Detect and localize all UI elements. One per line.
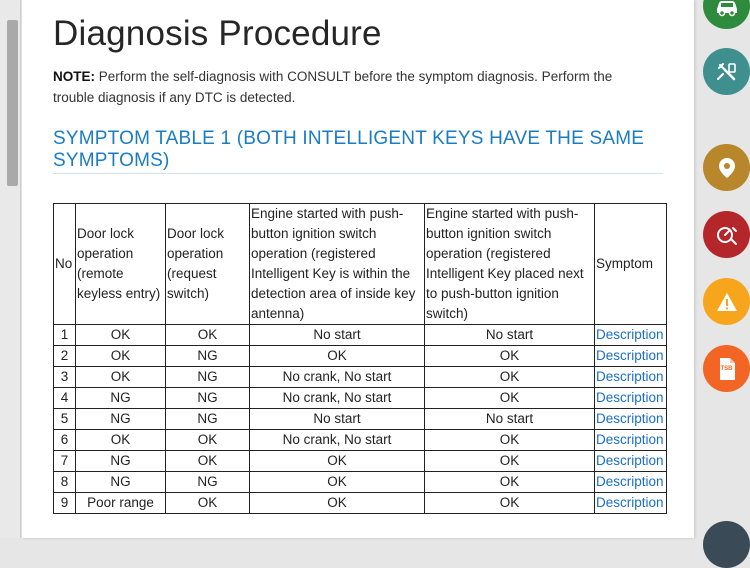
cell-remote: NG: [76, 472, 166, 493]
cell-request: NG: [166, 472, 250, 493]
note-label: NOTE:: [53, 69, 95, 84]
cell-next: OK: [425, 388, 595, 409]
section-title: SYMPTOM TABLE 1 (BOTH INTELLIGENT KEYS HAVE THE SAME SYMPTOMS): [53, 128, 663, 174]
cell-request: OK: [166, 493, 250, 514]
page-title: Diagnosis Procedure: [53, 14, 382, 53]
scrollbar[interactable]: [0, 0, 21, 538]
warning-button[interactable]: [703, 278, 750, 325]
cell-inside: OK: [250, 493, 425, 514]
cell-next: OK: [425, 430, 595, 451]
note-paragraph: [53, 66, 653, 108]
description-link[interactable]: Description: [595, 493, 667, 514]
cell-inside: No crank, No start: [250, 367, 425, 388]
cell-request: NG: [166, 409, 250, 430]
cell-request: NG: [166, 388, 250, 409]
cell-request: OK: [166, 325, 250, 346]
description-link[interactable]: Description: [595, 409, 667, 430]
cell-inside: No start: [250, 325, 425, 346]
description-link[interactable]: Description: [595, 388, 667, 409]
table-row: [54, 367, 667, 388]
cell-inside: OK: [250, 451, 425, 472]
table-row: [54, 472, 667, 493]
cell-remote: OK: [76, 325, 166, 346]
table-header-row: [54, 204, 667, 325]
cell-next: OK: [425, 451, 595, 472]
diagnostics-button[interactable]: [703, 48, 750, 95]
gauge-icon: [714, 222, 740, 248]
header-symptom: Symptom: [595, 204, 667, 325]
location-button[interactable]: [703, 144, 750, 191]
diagnostic-icon: [714, 59, 740, 85]
header-engine-inside-antenna: Engine started with push-button ignition switch operation (registered Intelligent Key is within the detection area of inside key antenna): [250, 204, 425, 325]
header-engine-next-to-switch: Engine started with push-button ignition switch operation (registered Intelligent Key placed next to push-button ignition switch): [425, 204, 595, 325]
scrollbar-thumb[interactable]: [7, 20, 18, 186]
table-row: [54, 409, 667, 430]
cell-no: 6: [54, 430, 76, 451]
cell-request: OK: [166, 451, 250, 472]
cell-request: NG: [166, 367, 250, 388]
table-row: [54, 430, 667, 451]
cell-inside: No start: [250, 409, 425, 430]
more-button[interactable]: [703, 521, 750, 568]
cell-no: 7: [54, 451, 76, 472]
cell-no: 1: [54, 325, 76, 346]
cell-remote: NG: [76, 388, 166, 409]
tools-button[interactable]: [703, 211, 750, 258]
cell-remote: NG: [76, 451, 166, 472]
cell-next: OK: [425, 472, 595, 493]
table-row: [54, 325, 667, 346]
header-door-lock-request: Door lock operation (request switch): [166, 204, 250, 325]
table-row: [54, 493, 667, 514]
table-row: [54, 451, 667, 472]
description-link[interactable]: Description: [595, 325, 667, 346]
location-pin-icon: [716, 156, 738, 180]
cell-no: 3: [54, 367, 76, 388]
header-door-lock-remote: Door lock operation (remote keyless entry): [76, 204, 166, 325]
tsb-label: TSB: [720, 366, 733, 372]
description-link[interactable]: Description: [595, 472, 667, 493]
cell-next: No start: [425, 325, 595, 346]
cell-no: 9: [54, 493, 76, 514]
description-link[interactable]: Description: [595, 430, 667, 451]
cell-request: NG: [166, 346, 250, 367]
cell-inside: OK: [250, 346, 425, 367]
vehicle-button[interactable]: [703, 0, 750, 29]
cell-no: 2: [54, 346, 76, 367]
cell-no: 8: [54, 472, 76, 493]
table-row: [54, 388, 667, 409]
cell-next: No start: [425, 409, 595, 430]
description-link[interactable]: Description: [595, 451, 667, 472]
cell-request: OK: [166, 430, 250, 451]
cell-remote: NG: [76, 409, 166, 430]
quick-action-sidebar: [694, 0, 750, 538]
symptom-table: [53, 203, 667, 514]
header-no: No: [54, 204, 76, 325]
symptom-table-wrapper: [53, 203, 667, 514]
cell-remote: OK: [76, 430, 166, 451]
cell-inside: No crank, No start: [250, 388, 425, 409]
table-row: [54, 346, 667, 367]
car-icon: [714, 0, 740, 19]
content-panel: [22, 0, 694, 538]
cell-remote: OK: [76, 367, 166, 388]
warning-icon: [715, 291, 739, 313]
cell-next: OK: [425, 367, 595, 388]
tsb-button[interactable]: [703, 345, 750, 392]
cell-next: OK: [425, 493, 595, 514]
note-text: Perform the self-diagnosis with CONSULT before the symptom diagnosis. Perform the trouble diagnosis if any DTC is detected.: [53, 69, 613, 105]
cell-no: 4: [54, 388, 76, 409]
cell-no: 5: [54, 409, 76, 430]
cell-inside: No crank, No start: [250, 430, 425, 451]
description-link[interactable]: Description: [595, 367, 667, 388]
cell-inside: OK: [250, 472, 425, 493]
cell-remote: Poor range: [76, 493, 166, 514]
cell-next: OK: [425, 346, 595, 367]
cell-remote: OK: [76, 346, 166, 367]
description-link[interactable]: Description: [595, 346, 667, 367]
